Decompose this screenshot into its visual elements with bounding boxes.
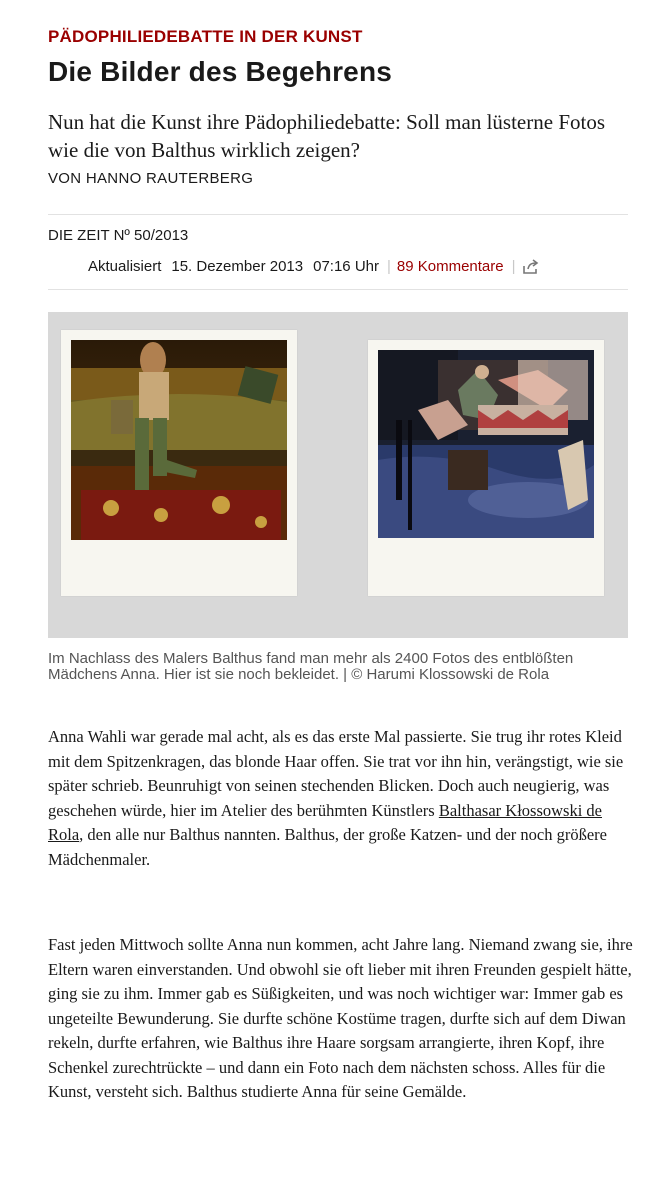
balthus-link[interactable]: Balthasar Kłossowski de Rola — [48, 800, 602, 844]
article-kicker[interactable]: PÄDOPHILIEDEBATTE IN DER KUNST — [48, 27, 363, 46]
article-meta — [88, 258, 540, 275]
polaroid-photo-left — [61, 330, 297, 596]
caption-separator: | — [343, 666, 348, 683]
paragraph-1-text-end: , den alle nur Balthus nannten. Balthus, der große Katzen- und der noch größere Mädchenmaler. — [48, 825, 608, 869]
updated-date: 15. Dezember 2013 — [171, 258, 304, 275]
article-headline: Die Bilder des Begehrens — [48, 56, 393, 87]
polaroid-photo-right — [368, 340, 604, 596]
meta-separator: | — [511, 258, 516, 275]
updated-label: Aktualisiert — [88, 258, 162, 275]
caption-text: Im Nachlass des Malers Balthus fand man mehr als 2400 Fotos des entblößten Mädchens Anna. Hier ist sie noch bekleidet. — [48, 650, 574, 683]
caption-credit: © Harumi Klossowski de Rola — [351, 666, 550, 683]
comments-link[interactable]: 89 Kommentare — [396, 258, 504, 275]
article-author: VON HANNO RAUTERBERG — [48, 170, 254, 187]
article-subline: Nun hat die Kunst ihre Pädophiliedebatte: Soll man lüsterne Fotos wie die von Balthus wirklich zeigen? — [48, 110, 606, 162]
share-icon[interactable] — [522, 259, 540, 275]
issue-label: DIE ZEIT Nº 50/2013 — [48, 227, 189, 244]
divider-bottom — [48, 289, 628, 290]
photo-girl-on-sofa — [71, 340, 287, 540]
article-paragraph-2: Fast jeden Mittwoch sollte Anna nun kommen, acht Jahre lang. Niemand zwang sie, ihre Eltern waren einverstanden. Und obwohl sie oft lieber mit ihren Freunden gespielt hätte, ging sie zu ihm. Immer gab es Süßigkeiten, und was noch wichtiger war: Immer gab es ungeteilte Bewunderung. Sie durfte schöne Kostüme tragen, durfte sich auf dem Diwan rekeln, durfte erfahren, wie Balthus ihre Haare sorgsam arrangierte, ihren Kopf, ihre Schenkel zurechtrückte – und dann ein Foto nach dem nächsten schoss. Alles für die Kunst, versteht sich. Balthus studierte Anna für seine Gemälde. — [48, 935, 633, 1101]
article-image[interactable] — [48, 312, 628, 638]
image-caption — [48, 651, 608, 683]
divider-top — [48, 214, 628, 215]
meta-separator: | — [386, 258, 391, 275]
updated-time: 07:16 Uhr — [313, 258, 379, 275]
paragraph-1-text: Anna Wahli war gerade mal acht, als es das erste Mal passierte. Sie trug ihr rotes Kleid mit dem Spitzenkragen, das blonde Haar offen. Sie trat vor ihn hin, verängstigt, wie sie später schrieb. Beunruhigt von seinen stechenden Blicken. Doch auch neugierig, was geschehen würde, hier im Atelier des berühmten Künstlers — [48, 727, 624, 820]
photo-artist-studio — [378, 350, 594, 538]
article-paragraph-1 — [48, 725, 633, 872]
